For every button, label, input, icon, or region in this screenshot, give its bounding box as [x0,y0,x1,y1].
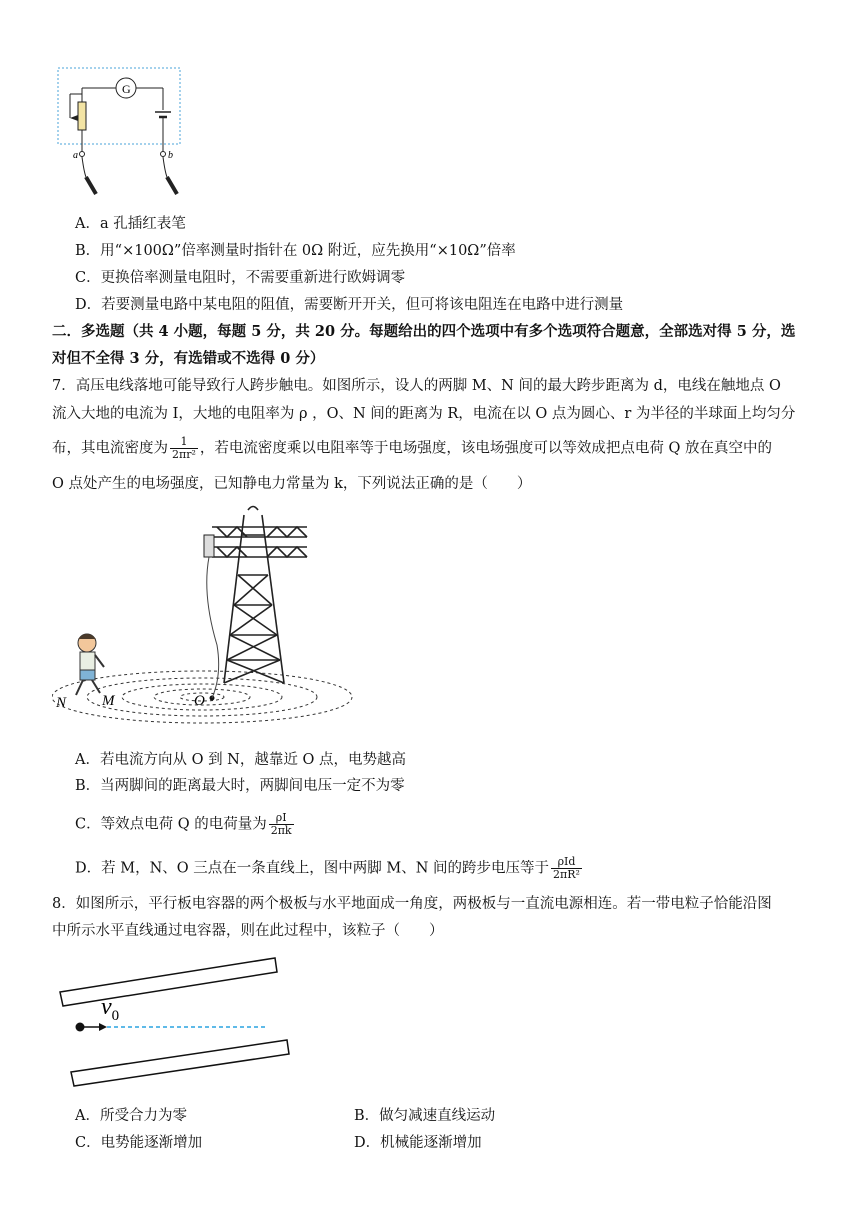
q7-stem-line3 [52,436,772,461]
ohmmeter-circuit-diagram [52,62,192,202]
rheostat-icon [78,102,86,130]
insulator-icon [204,535,214,557]
q8-option-b: B．做匀减速直线运动 [354,1108,496,1124]
q8-option-a: A．所受合力为零 [75,1108,187,1124]
probe-a-icon [86,177,96,194]
power-tower-diagram [52,505,372,725]
q7-option-b: B．当两脚间的距离最大时，两脚间电压一定不为零 [75,778,405,794]
current-density-fraction [170,436,198,461]
voltage-denominator: 2πR² [553,868,580,881]
q7-option-c-text: C．等效点电荷 Q 的电荷量为 [75,816,267,833]
section-2-heading-line1: 二．多选题（共 4 小题，每题 5 分，共 20 分。每题给出的四个选项中有多个选项符合题意，全部选对得 5 分，选 [52,323,796,340]
q6-option-a: A．a 孔插红表笔 [75,216,186,232]
tower-icon [212,507,307,684]
q8-option-c: C．电势能逐渐增加 [75,1135,203,1151]
label-n: N [56,695,67,711]
q8-option-d: D．机械能逐渐增加 [354,1135,482,1151]
q7-stem-line4: O 点处产生的电场强度，已知静电力常量为 k，下列说法正确的是（ ） [52,476,532,492]
capacitor-diagram [55,950,305,1090]
velocity-arrow-icon [99,1023,107,1031]
current-density-denominator: 2πr² [172,448,196,461]
section-2-heading-line2: 对但不全得 3 分，有选错或不选得 0 分） [52,350,325,367]
label-m: M [102,693,115,709]
label-o: O [194,693,205,709]
charge-denominator: 2πk [270,824,292,837]
q7-option-d-text: D．若 M，N、O 三点在一条直线上，图中两脚 M、N 间的跨步电压等于 [75,860,550,877]
q7-option-c [75,812,296,837]
charge-fraction [269,812,294,837]
q6-option-c: C．更换倍率测量电阻时，不需要重新进行欧姆调零 [75,270,406,286]
v0-label: $v_0$ [101,994,120,1024]
voltage-numerator: ρId [551,856,582,869]
terminal-b-label: b [168,150,173,161]
q7-option-d [75,856,584,881]
q8-stem-line2: 中所示水平直线通过电容器，则在此过程中，该粒子（ ） [52,923,444,939]
q6-option-b: B．用“×100Ω”倍率测量时指针在 0Ω 附近，应先换用“×10Ω”倍率 [75,243,516,259]
probe-b-icon [167,177,177,194]
q7-stem-line2: 流入大地的电流为 I，大地的电阻率为 ρ ，O、N 间的距离为 R，电流在以 O 点为圆心、r 为半径的半球面上均匀分 [52,406,796,422]
dashed-enclosure [58,68,180,144]
galvanometer-label: G [122,82,131,96]
upper-plate [60,958,277,1006]
fallen-wire [207,557,219,698]
voltage-fraction [551,856,582,881]
pedestrian-icon [76,634,104,695]
q6-option-d: D．若要测量电路中某电阻的阻值，需要断开开关，但可将该电阻连在电路中进行测量 [75,297,624,313]
lower-plate [71,1040,289,1086]
q7-stem-line3-part2: ，若电流密度乘以电阻率等于电场强度，该电场强度可以等效成把点电荷 Q 放在真空中的 [199,440,773,457]
q7-option-a: A．若电流方向从 O 到 N，越靠近 O 点，电势越高 [75,752,406,768]
terminal-a-label: a [73,150,78,161]
charge-numerator: ρI [269,812,294,825]
q7-stem-line1: 7．高压电线落地可能导致行人跨步触电。如图所示，设人的两脚 M、N 间的最大跨步距离为 d，电线在触地点 O [52,378,781,394]
q8-stem-line1: 8．如图所示，平行板电容器的两个极板与水平地面成一角度，两极板与一直流电源相连。若一带电粒子恰能沿图 [52,896,772,912]
q7-stem-line3-part1: 布，其电流密度为 [52,440,168,457]
current-density-numerator: 1 [170,436,198,449]
